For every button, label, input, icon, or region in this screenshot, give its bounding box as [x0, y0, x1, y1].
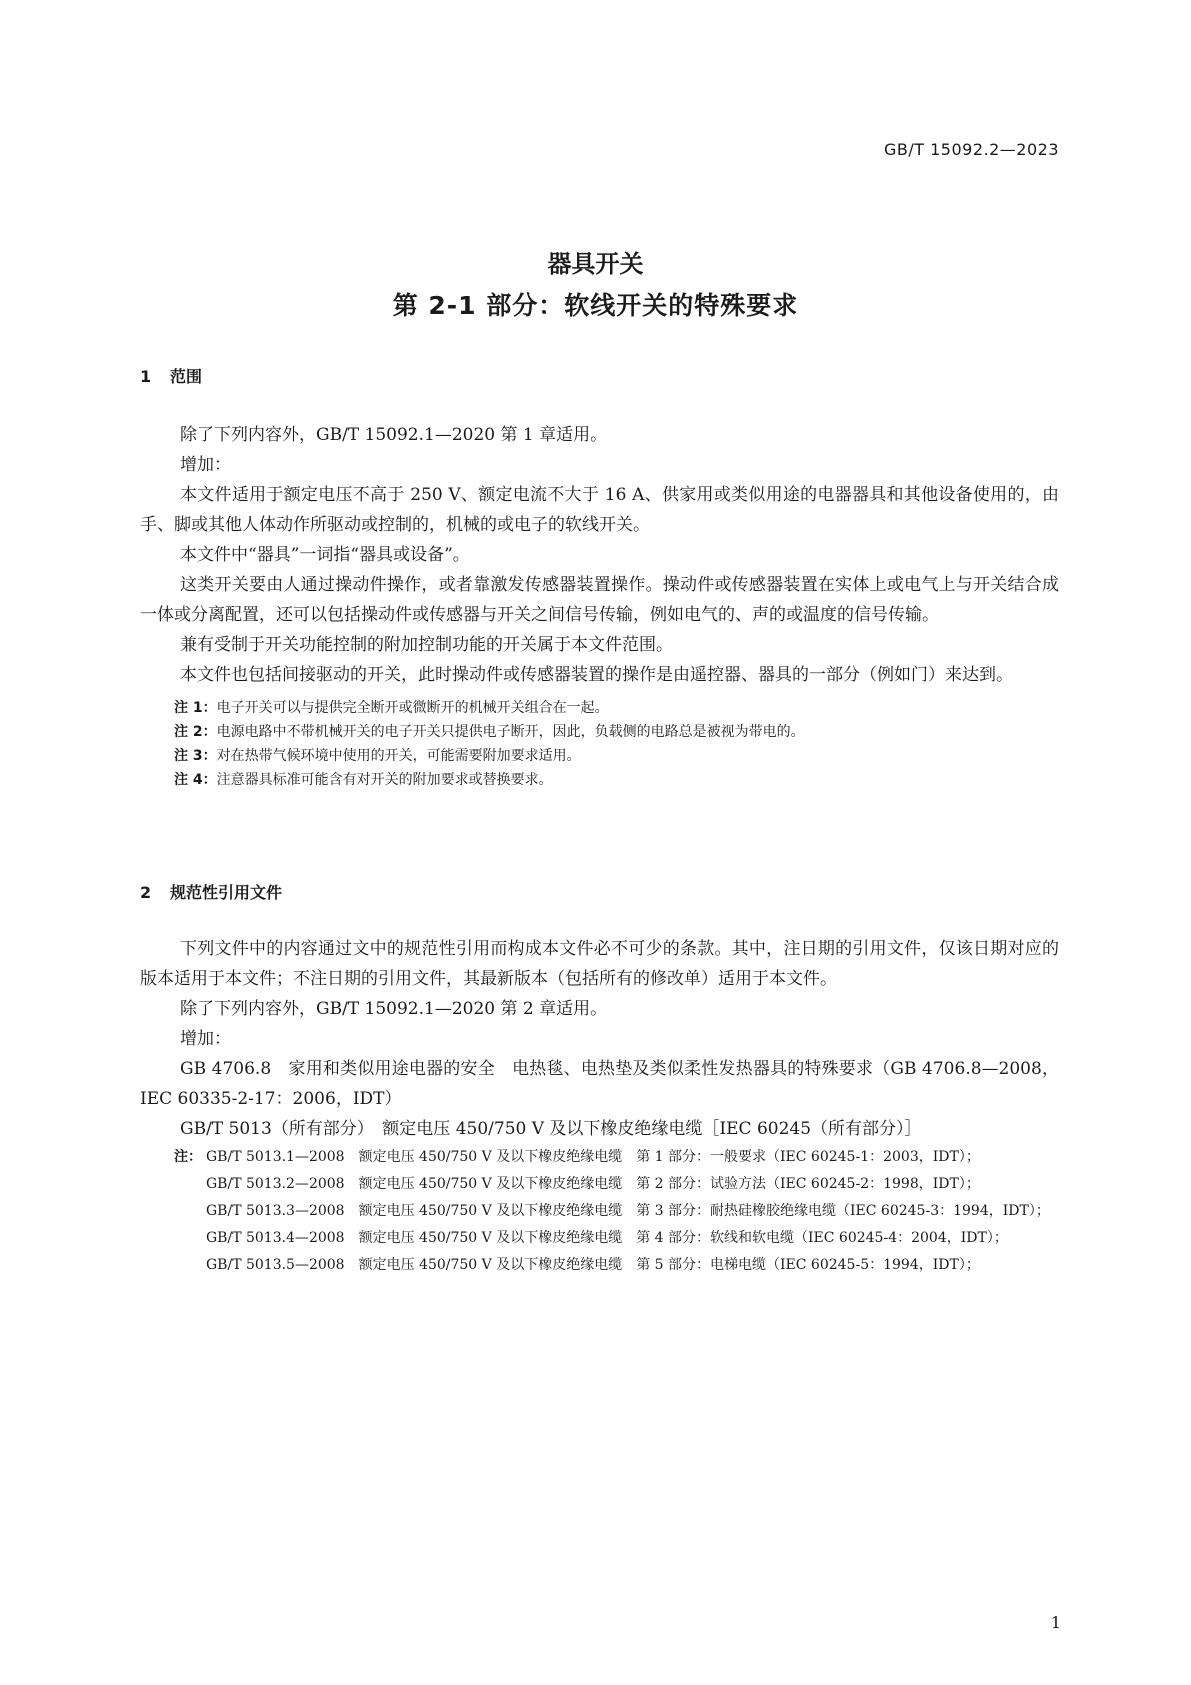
section-2-heading — [140, 880, 282, 903]
section-2-body — [140, 934, 1059, 1279]
note-text: 电子开关可以与提供完全断开或微断开的机械开关组合在一起。 — [216, 700, 609, 716]
paragraph: 这类开关要由人通过操动件操作，或者靠激发传感器装置操作。操动件或传感器装置在实体上或电气上与开关结合成一体或分离配置，还可以包括操动件或传感器与开关之间信号传输，例如电气的、声的或温度的信号传输。 — [140, 575, 1059, 625]
section-title: 规范性引用文件 — [170, 883, 283, 902]
paragraph: 增加： — [180, 455, 231, 475]
section-title: 范围 — [170, 367, 203, 386]
paragraph: 本文件适用于额定电压不高于 250 V、额定电流不大于 16 A、供家用或类似用途的电器器具和其他设备使用的，由手、脚或其他人体动作所驱动或控制的，机械的或电子的软线开关。 — [140, 485, 1059, 535]
note — [140, 720, 1059, 744]
paragraph: 下列文件中的内容通过文中的规范性引用而构成本文件必不可少的条款。其中，注日期的引用文件，仅该日期对应的版本适用于本文件；不注日期的引用文件，其最新版本（包括所有的修改单）适用于本文件。 — [140, 939, 1059, 989]
note-label: 注 3： — [174, 748, 217, 764]
note-label: 注 2： — [174, 724, 217, 740]
document-subtitle: 第 2-1 部分：软线开关的特殊要求 — [392, 291, 799, 320]
paragraph: 除了下列内容外，GB/T 15092.1—2020 第 2 章适用。 — [180, 999, 608, 1019]
note-text: 注意器具标准可能含有对开关的附加要求或替换要求。 — [216, 772, 553, 788]
note-row — [174, 1198, 1059, 1225]
note-row — [174, 1225, 1059, 1252]
paragraph: 本文件中“器具”一词指“器具或设备”。 — [180, 545, 470, 565]
note-item: GB/T 5013.5—2008 额定电压 450/750 V 及以下橡皮绝缘电缆 第 5 部分：电梯电缆（IEC 60245-5：1994，IDT）； — [206, 1257, 980, 1273]
section-1-body — [140, 420, 1059, 792]
paragraph: 本文件也包括间接驱动的开关，此时操动件或传感器装置的操作是由遥控器、器具的一部分（例如门）来达到。 — [180, 665, 1013, 685]
note — [140, 744, 1059, 768]
paragraph: 增加： — [180, 1029, 231, 1049]
paragraph: 兼有受制于开关功能控制的附加控制功能的开关属于本文件范围。 — [180, 635, 673, 655]
note-item: GB/T 5013.3—2008 额定电压 450/750 V 及以下橡皮绝缘电缆 第 3 部分：耐热硅橡胶绝缘电缆（IEC 60245-3：1994，IDT）； — [206, 1203, 1050, 1219]
reference-entry: GB/T 5013（所有部分） 额定电压 450/750 V 及以下橡皮绝缘电缆［IEC 60245（所有部分）］ — [180, 1119, 922, 1139]
note-label: 注： — [174, 1149, 202, 1165]
section-number: 2 — [140, 883, 152, 902]
page-number: 1 — [1050, 1613, 1061, 1632]
reference-entry: GB 4706.8 家用和类似用途电器的安全 电热毯、电热垫及类似柔性发热器具的特殊要求（GB 4706.8—2008，IEC 60335-2-17：2006，IDT） — [140, 1059, 1059, 1109]
reference-note — [140, 1144, 1059, 1279]
note-item: GB/T 5013.1—2008 额定电压 450/750 V 及以下橡皮绝缘电缆 第 1 部分：一般要求（IEC 60245-1：2003，IDT）； — [206, 1149, 980, 1165]
note-row — [174, 1144, 1059, 1171]
note — [140, 768, 1059, 792]
note — [140, 696, 1059, 720]
note-item: GB/T 5013.4—2008 额定电压 450/750 V 及以下橡皮绝缘电缆 第 4 部分：软线和软电缆（IEC 60245-4：2004，IDT）； — [206, 1230, 1008, 1246]
paragraph: 除了下列内容外，GB/T 15092.1—2020 第 1 章适用。 — [180, 425, 608, 445]
section-1-heading — [140, 364, 202, 387]
note-item: GB/T 5013.2—2008 额定电压 450/750 V 及以下橡皮绝缘电缆 第 2 部分：试验方法（IEC 60245-2：1998，IDT）； — [206, 1176, 980, 1192]
note-label: 注 4： — [174, 772, 217, 788]
document-title: 器具开关 — [547, 250, 644, 278]
standard-number: GB/T 15092.2—2023 — [883, 140, 1059, 159]
note-text: 电源电路中不带机械开关的电子开关只提供电子断开，因此，负载侧的电路总是被视为带电的。 — [216, 724, 805, 740]
note-row — [174, 1252, 1059, 1279]
note-text: 对在热带气候环境中使用的开关，可能需要附加要求适用。 — [216, 748, 581, 764]
note-label: 注 1： — [174, 700, 217, 716]
note-row — [174, 1171, 1059, 1198]
section-number: 1 — [140, 367, 152, 386]
